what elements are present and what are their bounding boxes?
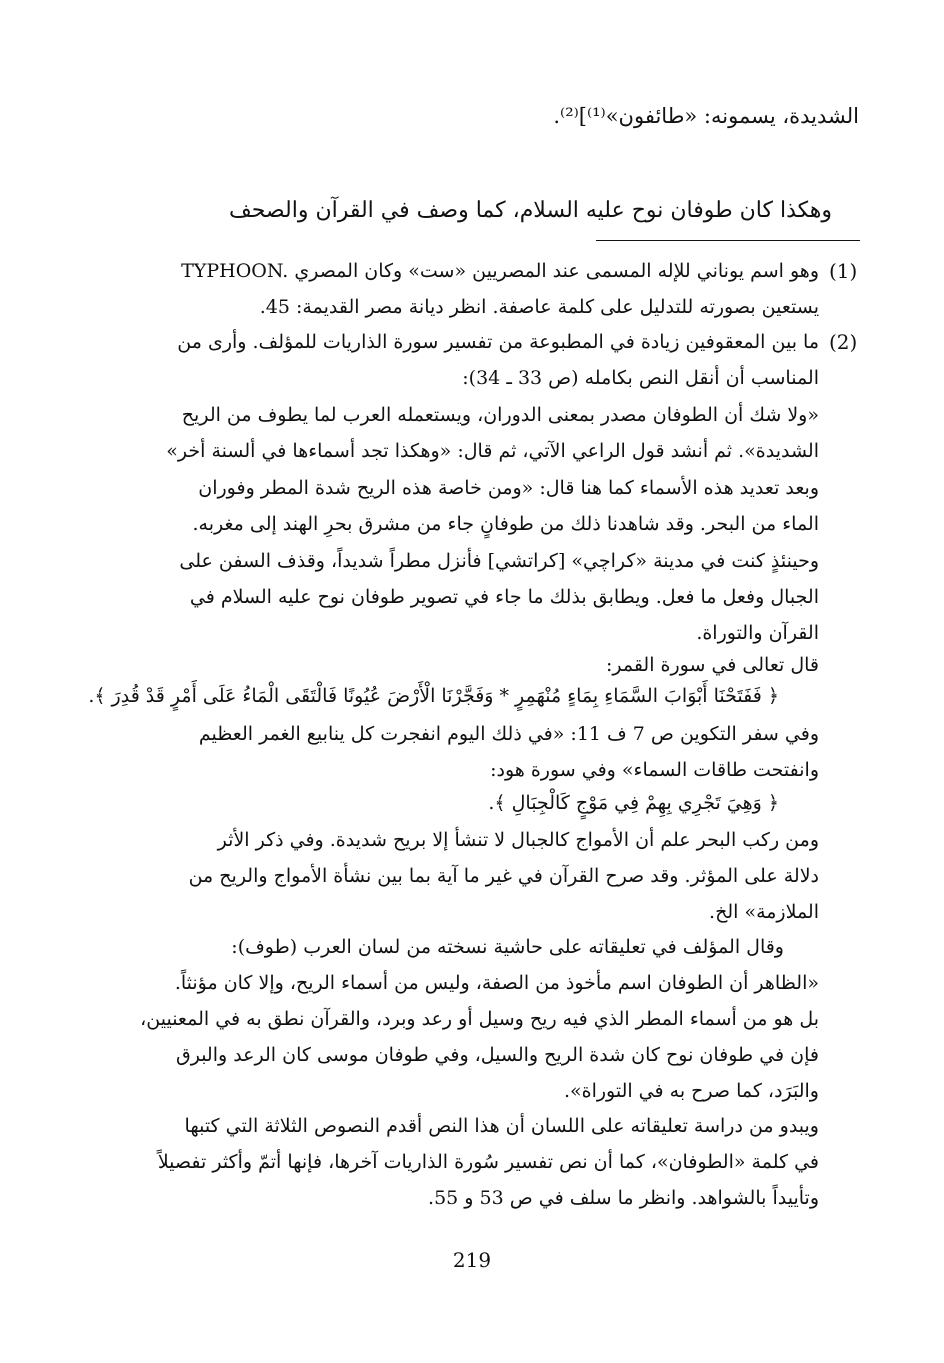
section-heading: وهكذا كان طوفان نوح عليه السلام، كما وصف في القرآن والصحف bbox=[228, 198, 832, 223]
quran-verse: ﴿ وَهِيَ تَجْرِي بِهِمْ فِي مَوْجٍ كَالْجِبَالِ ﴾. bbox=[488, 792, 779, 814]
top-text-line: الشديدة، يسمونه: «طائفون»⁽¹⁾]⁽²⁾. bbox=[553, 104, 859, 128]
footnote-line: الماء من البحر. وقد شاهدنا ذلك من طوفانٍ جاء من مشرق بحرِ الهند إلى مغربه. bbox=[192, 513, 819, 535]
footnote-line: وتأييداً بالشواهد. وانظر ما سلف في ص 53 و 55. bbox=[428, 1187, 819, 1209]
footnote-line: الجبال وفعل ما فعل. ويطابق بذلك ما جاء في تصوير طوفان نوح عليه السلام في bbox=[189, 586, 819, 608]
footnote-line: ومن ركب البحر علم أن الأمواج كالجبال لا تنشأ إلا بريح شديدة. وفي ذكر الأثر bbox=[217, 829, 819, 851]
footnote-line: ويبدو من دراسة تعليقاته على اللسان أن هذا النص أقدم النصوص الثلاثة التي كتبها bbox=[184, 1115, 819, 1137]
footnote-line: وبعد تعديد هذه الأسماء كما هنا قال: «ومن خاصة هذه الريح شدة المطر وفوران bbox=[198, 477, 819, 499]
footnote-line: TYPHOON. وهو اسم يوناني للإله المسمى عند المصريين «ست» وكان المصري bbox=[181, 260, 819, 282]
footnote-line: فإن في طوفان نوح كان شدة الريح والسيل، وفي طوفان موسى كان الرعد والبرق bbox=[175, 1044, 819, 1066]
page-number: 219 bbox=[452, 1248, 492, 1272]
footnote-line: ما بين المعقوفين زيادة في المطبوعة من تفسير سورة الذاريات للمؤلف. وأرى من bbox=[177, 331, 819, 353]
footnote-line: وفي سفر التكوين ص 7 ف 11: «في ذلك اليوم انفجرت كل ينابيع الغمر العظيم bbox=[198, 723, 819, 745]
footnote-line: وانفتحت طاقات السماء» وفي سورة هود: bbox=[490, 759, 819, 781]
footnote-line: في كلمة «الطوفان»، كما أن نص تفسير سُورة الذاريات آخرها، فإنها أتمّ وأكثر تفصيلاً bbox=[157, 1151, 819, 1173]
footnote-line: والبَرَد، كما صرح به في التوراة». bbox=[563, 1080, 819, 1102]
footnote-separator bbox=[596, 240, 860, 241]
footnote-line: وقال المؤلف في تعليقاته على حاشية نسخته من لسان العرب (طوف): bbox=[231, 936, 784, 958]
quran-verse: ﴿ فَفَتَحْنَا أَبْوَابَ السَّمَاءِ بِمَاءٍ مُنْهَمِرٍ * وَفَجَّرْنَا الْأَرْضَ عُيُونًا فَالْتَقَى الْمَاءُ عَلَى أَمْرٍ قَدْ قُدِرَ ﴾. bbox=[88, 685, 779, 707]
footnote-line: بل هو من أسماء المطر الذي فيه ريح وسيل أو رعد وبرد، والقرآن نطق به في المعنيين، bbox=[140, 1008, 819, 1030]
footnote-line: دلالة على المؤثر. وقد صرح القرآن في غير ما آية بما بين نشأة الأمواج والريح من bbox=[188, 865, 819, 887]
footnote-line: الملازمة» الخ. bbox=[709, 901, 819, 923]
footnote-line: «الظاهر أن الطوفان اسم مأخوذ من الصفة، وليس من أسماء الريح، وإلا كان مؤنثاً. bbox=[174, 972, 819, 994]
footnote-line: وحينئذٍ كنت في مدينة «كراچي» [كراتشي] فأنزل مطراً شديداً، وقذف السفن على bbox=[179, 550, 819, 572]
footnote-number: (1) bbox=[829, 259, 858, 283]
footnote-line: قال تعالى في سورة القمر: bbox=[605, 654, 819, 676]
footnote-line: المناسب أن أنقل النص بكامله (ص 33 ـ 34): bbox=[462, 367, 819, 389]
footnote-line: القرآن والتوراة. bbox=[696, 622, 819, 644]
footnote-number: (2) bbox=[829, 330, 858, 354]
footnote-line: «ولا شك أن الطوفان مصدر بمعنى الدوران، ويستعمله العرب لما يطوف من الريح bbox=[181, 404, 819, 426]
footnote-line: الشديدة». ثم أنشد قول الراعي الآتي، ثم قال: «وهكذا تجد أسماءها في ألسنة أخر» bbox=[166, 440, 819, 462]
footnote-line: يستعين بصورته للتدليل على كلمة عاصفة. انظر ديانة مصر القديمة: 45. bbox=[259, 296, 819, 318]
